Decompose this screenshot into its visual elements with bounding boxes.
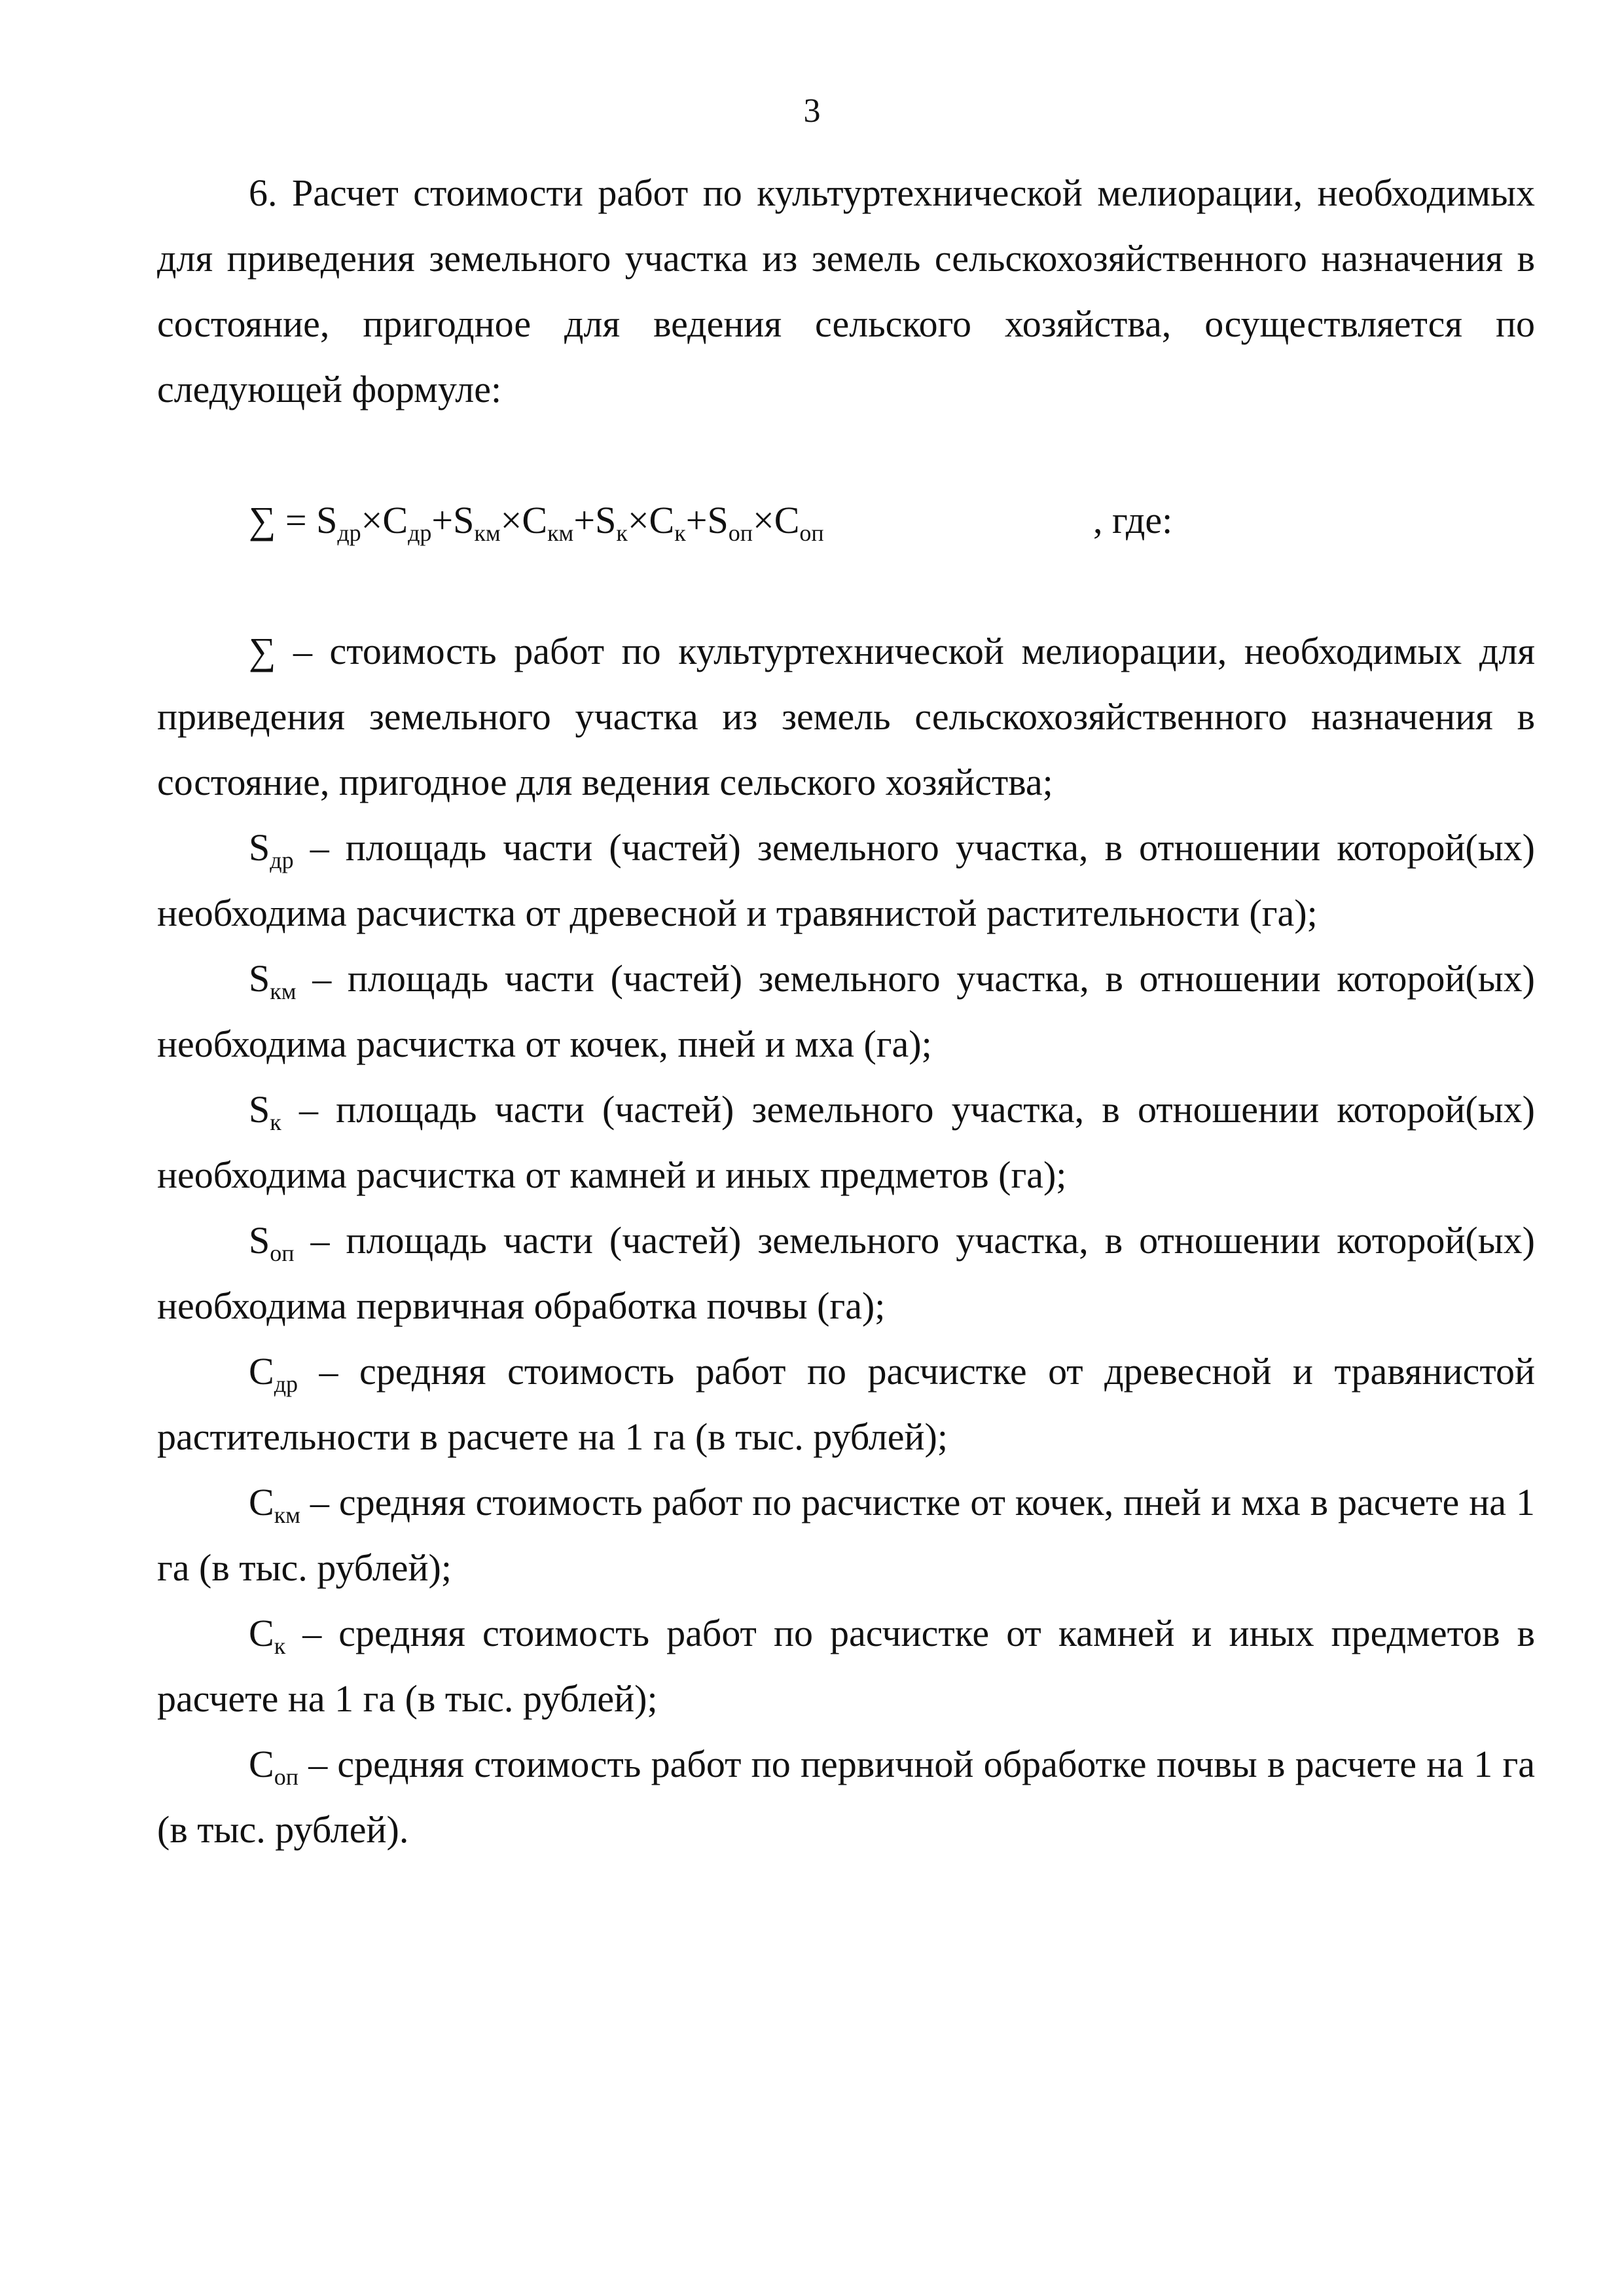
definition-s-k	[157, 1077, 1535, 1208]
definition-c-k	[157, 1601, 1535, 1732]
definition-symbol: $S_{км}$	[249, 957, 297, 1004]
term-c-k: $C_к$	[649, 499, 686, 546]
definition-symbol: ∑	[249, 630, 276, 672]
definition-text: – площадь части (частей) земельного участка, в отношении которой(ых) необходима расчистка от кочек, пней и мха (га);	[157, 957, 1535, 1065]
term-s-op: $S_{оп}$	[707, 499, 753, 546]
term-s-k: $S_к$	[595, 499, 628, 546]
definition-s-km	[157, 946, 1535, 1077]
definition-symbol: $C_{км}$	[249, 1481, 300, 1528]
definition-text: – стоимость работ по культуртехнической мелиорации, необходимых для приведения земельного участка из земель сельскохозяйственного назначения в состояние, пригодное для ведения сельского хозяйства;	[157, 630, 1535, 803]
definition-text: – площадь части (частей) земельного участка, в отношении которой(ых) необходима расчистка от камней и иных предметов (га);	[157, 1088, 1535, 1196]
definition-symbol: $S_к$	[249, 1088, 281, 1135]
definition-sum	[157, 619, 1535, 815]
definition-symbol: $S_{оп}$	[249, 1219, 295, 1266]
term-s-dr: $S_{др}$	[316, 499, 361, 546]
plus-sign: +	[573, 499, 596, 541]
multiply-sign: ×	[627, 499, 649, 541]
definition-c-dr	[157, 1339, 1535, 1470]
sum-symbol: ∑ =	[249, 499, 317, 541]
definition-s-op	[157, 1208, 1535, 1339]
definition-text: – средняя стоимость работ по расчистке от древесной и травянистой растительности в расчете на 1 га (в тыс. рублей);	[157, 1350, 1535, 1458]
definition-text: – средняя стоимость работ по первичной обработке почвы в расчете на 1 га (в тыс. рублей).	[157, 1743, 1535, 1851]
term-c-km: $C_{км}$	[522, 499, 574, 546]
definition-c-km	[157, 1470, 1535, 1601]
definition-symbol: $C_к$	[249, 1612, 286, 1659]
page-number: 3	[803, 92, 821, 130]
formula-expression	[249, 488, 824, 553]
document-body	[157, 160, 1535, 1863]
multiply-sign: ×	[752, 499, 774, 541]
definition-symbol: $C_{др}$	[249, 1350, 298, 1397]
definition-text: – средняя стоимость работ по расчистке от кочек, пней и мха в расчете на 1 га (в тыс. рублей);	[157, 1481, 1535, 1589]
formula-where-label: , где:	[1093, 499, 1173, 541]
multiply-sign: ×	[361, 499, 383, 541]
cost-formula	[249, 488, 1535, 553]
definition-symbol: $C_{оп}$	[249, 1743, 298, 1790]
definition-text: – средняя стоимость работ по расчистке от камней и иных предметов в расчете на 1 га (в тыс. рублей);	[157, 1612, 1535, 1720]
plus-sign: +	[685, 499, 708, 541]
plus-sign: +	[431, 499, 454, 541]
term-c-op: $C_{оп}$	[774, 499, 824, 546]
term-s-km: $S_{км}$	[453, 499, 501, 546]
intro-paragraph: 6. Расчет стоимости работ по культуртехнической мелиорации, необходимых для приведения земельного участка из земель сельскохозяйственного назначения в состояние, пригодное для ведения сельского хозяйства, осуществляется по следующей формуле:	[157, 172, 1535, 410]
definition-symbol: $S_{др}$	[249, 826, 294, 873]
multiply-sign: ×	[500, 499, 522, 541]
term-c-dr: $C_{др}$	[382, 499, 432, 546]
definition-s-dr	[157, 815, 1535, 946]
definition-c-op	[157, 1732, 1535, 1863]
definition-text: – площадь части (частей) земельного участка, в отношении которой(ых) необходима расчистка от древесной и травянистой растительности (га);	[157, 826, 1535, 934]
definition-text: – площадь части (частей) земельного участка, в отношении которой(ых) необходима первичная обработка почвы (га);	[157, 1219, 1535, 1327]
